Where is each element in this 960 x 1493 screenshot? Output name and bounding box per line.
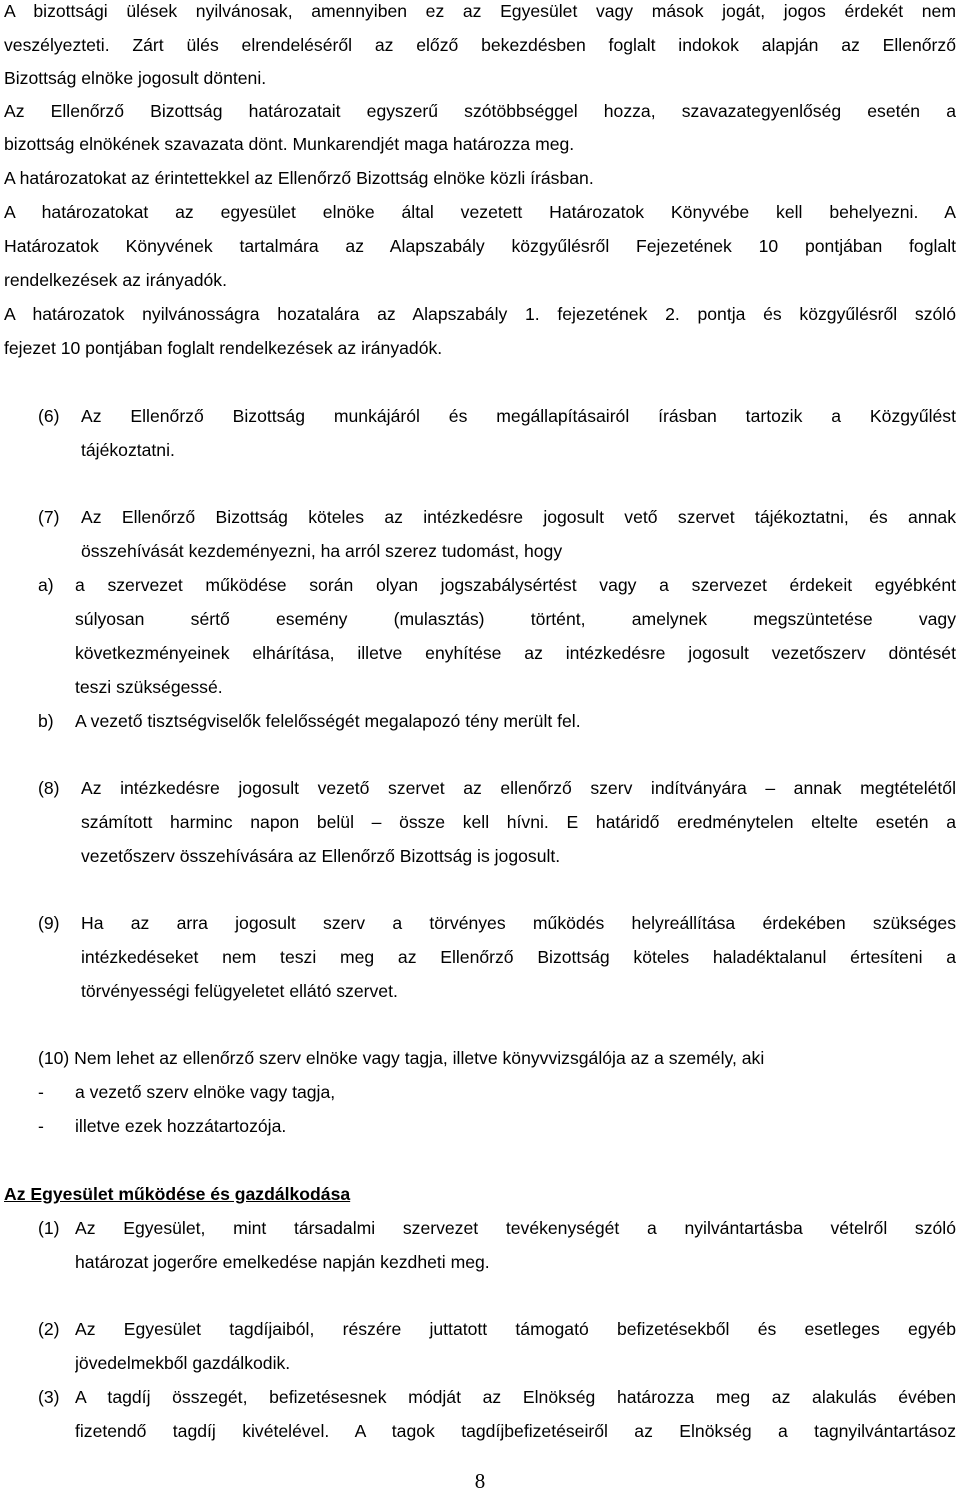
paragraph-8-line-2: számított harminc napon belül – össze kell hívni. E határidő eredménytelen eltelte esetén a <box>81 812 956 832</box>
page-number: 8 <box>474 1469 486 1493</box>
paragraph-10-dash-2: illetve ezek hozzátartozója. <box>75 1116 287 1136</box>
paragraph-7-item-a-line-3: következményeinek elhárítása, illetve enyhítése az intézkedésre jogosult vezetőszerv döntését <box>75 643 956 663</box>
paragraph-9-line-2: intézkedéseket nem teszi meg az Ellenőrző Bizottság köteles haladéktalanul értesíteni a <box>81 947 956 967</box>
paragraph-9-number: (9) <box>38 913 60 933</box>
intro-line-1: A bizottsági ülések nyilvánosak, amennyiben ez az Egyesület vagy mások jogát, jogos érdekét nem <box>4 1 956 21</box>
paragraph-7-item-a-marker: a) <box>38 575 54 595</box>
paragraph-7-number: (7) <box>38 507 60 527</box>
section-paragraph-2-number: (2) <box>38 1319 60 1339</box>
intro-line-7: A határozatokat az egyesület elnöke által vezetett Határozatok Könyvébe kell behelyezni. A <box>4 202 956 222</box>
section-paragraph-1-number: (1) <box>38 1218 60 1238</box>
paragraph-7-item-a-line-1: a szervezet működése során olyan jogszabálysértést vagy a szervezet érdekeit egyébként <box>75 575 956 595</box>
section-paragraph-2-line-2: jövedelmekből gazdálkodik. <box>75 1353 291 1373</box>
intro-line-8: Határozatok Könyvének tartalmára az Alapszabály közgyűlésről Fejezetének 10 pontjában foglalt <box>4 236 956 256</box>
section-paragraph-3-line-1: A tagdíj összegét, befizetésesnek módját az Elnökség határozza meg az alakulás évében <box>75 1387 956 1407</box>
paragraph-7-item-a-line-4: teszi szükségessé. <box>75 677 223 697</box>
paragraph-8-line-3: vezetőszerv összehívására az Ellenőrző Bizottság is jogosult. <box>81 846 561 866</box>
paragraph-6-line-2: tájékoztatni. <box>81 440 175 460</box>
paragraph-10-dash-2-marker: - <box>38 1116 44 1136</box>
paragraph-10-dash-1: a vezető szerv elnöke vagy tagja, <box>75 1082 336 1102</box>
paragraph-10-dash-1-marker: - <box>38 1082 44 1102</box>
section-paragraph-1-line-2: határozat jogerőre emelkedése napján kezdheti meg. <box>75 1252 490 1272</box>
paragraph-6-number: (6) <box>38 406 60 426</box>
section-heading <box>4 1183 956 1205</box>
intro-line-11: fejezet 10 pontjában foglalt rendelkezések az irányadók. <box>4 338 443 358</box>
paragraph-9-line-3: törvényességi felügyeletet ellátó szervet. <box>81 981 398 1001</box>
paragraph-7-item-b-line-1: A vezető tisztségviselők felelősségét megalapozó tény merült fel. <box>75 711 581 731</box>
section-heading-text: Az Egyesület működése és gazdálkodása <box>4 1184 351 1204</box>
paragraph-10-line-1: (10) Nem lehet az ellenőrző szerv elnöke vagy tagja, illetve könyvvizsgálója az a személy, aki <box>38 1048 765 1068</box>
intro-line-2: veszélyezteti. Zárt ülés elrendeléséről az előző bekezdésben foglalt indokok alapján az Ellenőrző <box>4 35 956 55</box>
section-paragraph-2-line-1: Az Egyesület tagdíjaiból, részére juttatott támogató befizetésekből és esetleges egyéb <box>75 1319 956 1339</box>
intro-line-4: Az Ellenőrző Bizottság határozatait egyszerű szótöbbséggel hozza, szavazategyenlőség esetén a <box>4 101 956 121</box>
paragraph-6-line-1: Az Ellenőrző Bizottság munkájáról és megállapításairól írásban tartozik a Közgyűlést <box>81 406 956 426</box>
intro-line-10: A határozatok nyilvánosságra hozatalára az Alapszabály 1. fejezetének 2. pontja és közgyűlésről szóló <box>4 304 956 324</box>
paragraph-7-line-1: Az Ellenőrző Bizottság köteles az intézkedésre jogosult vető szervet tájékoztatni, és annak <box>81 507 956 527</box>
intro-line-3: Bizottság elnöke jogosult dönteni. <box>4 68 267 88</box>
intro-line-5: bizottság elnökének szavazata dönt. Munkarendjét maga határozza meg. <box>4 134 575 154</box>
intro-line-9: rendelkezések az irányadók. <box>4 270 227 290</box>
section-paragraph-3-line-2: fizetendő tagdíj kivételével. A tagok tagdíjbefizetéseiről az Elnökség a tagnyilvántartásoz <box>75 1421 956 1441</box>
paragraph-8-line-1: Az intézkedésre jogosult vezető szervet az ellenőrző szerv indítványára – annak megtételétől <box>81 778 956 798</box>
paragraph-8-number: (8) <box>38 778 60 798</box>
paragraph-7-line-2: összehívását kezdeményezni, ha arról szerez tudomást, hogy <box>81 541 563 561</box>
paragraph-9-line-1: Ha az arra jogosult szerv a törvényes működés helyreállítása érdekében szükséges <box>81 913 956 933</box>
section-paragraph-1-line-1: Az Egyesület, mint társadalmi szervezet tevékenységét a nyilvántartásba vételről szóló <box>75 1218 956 1238</box>
paragraph-7-item-b-marker: b) <box>38 711 54 731</box>
intro-line-6: A határozatokat az érintettekkel az Ellenőrző Bizottság elnöke közli írásban. <box>4 168 594 188</box>
paragraph-7-item-a-line-2: súlyosan sértő esemény (mulasztás) történt, amelynek megszüntetése vagy <box>75 609 956 629</box>
section-paragraph-3-number: (3) <box>38 1387 60 1407</box>
